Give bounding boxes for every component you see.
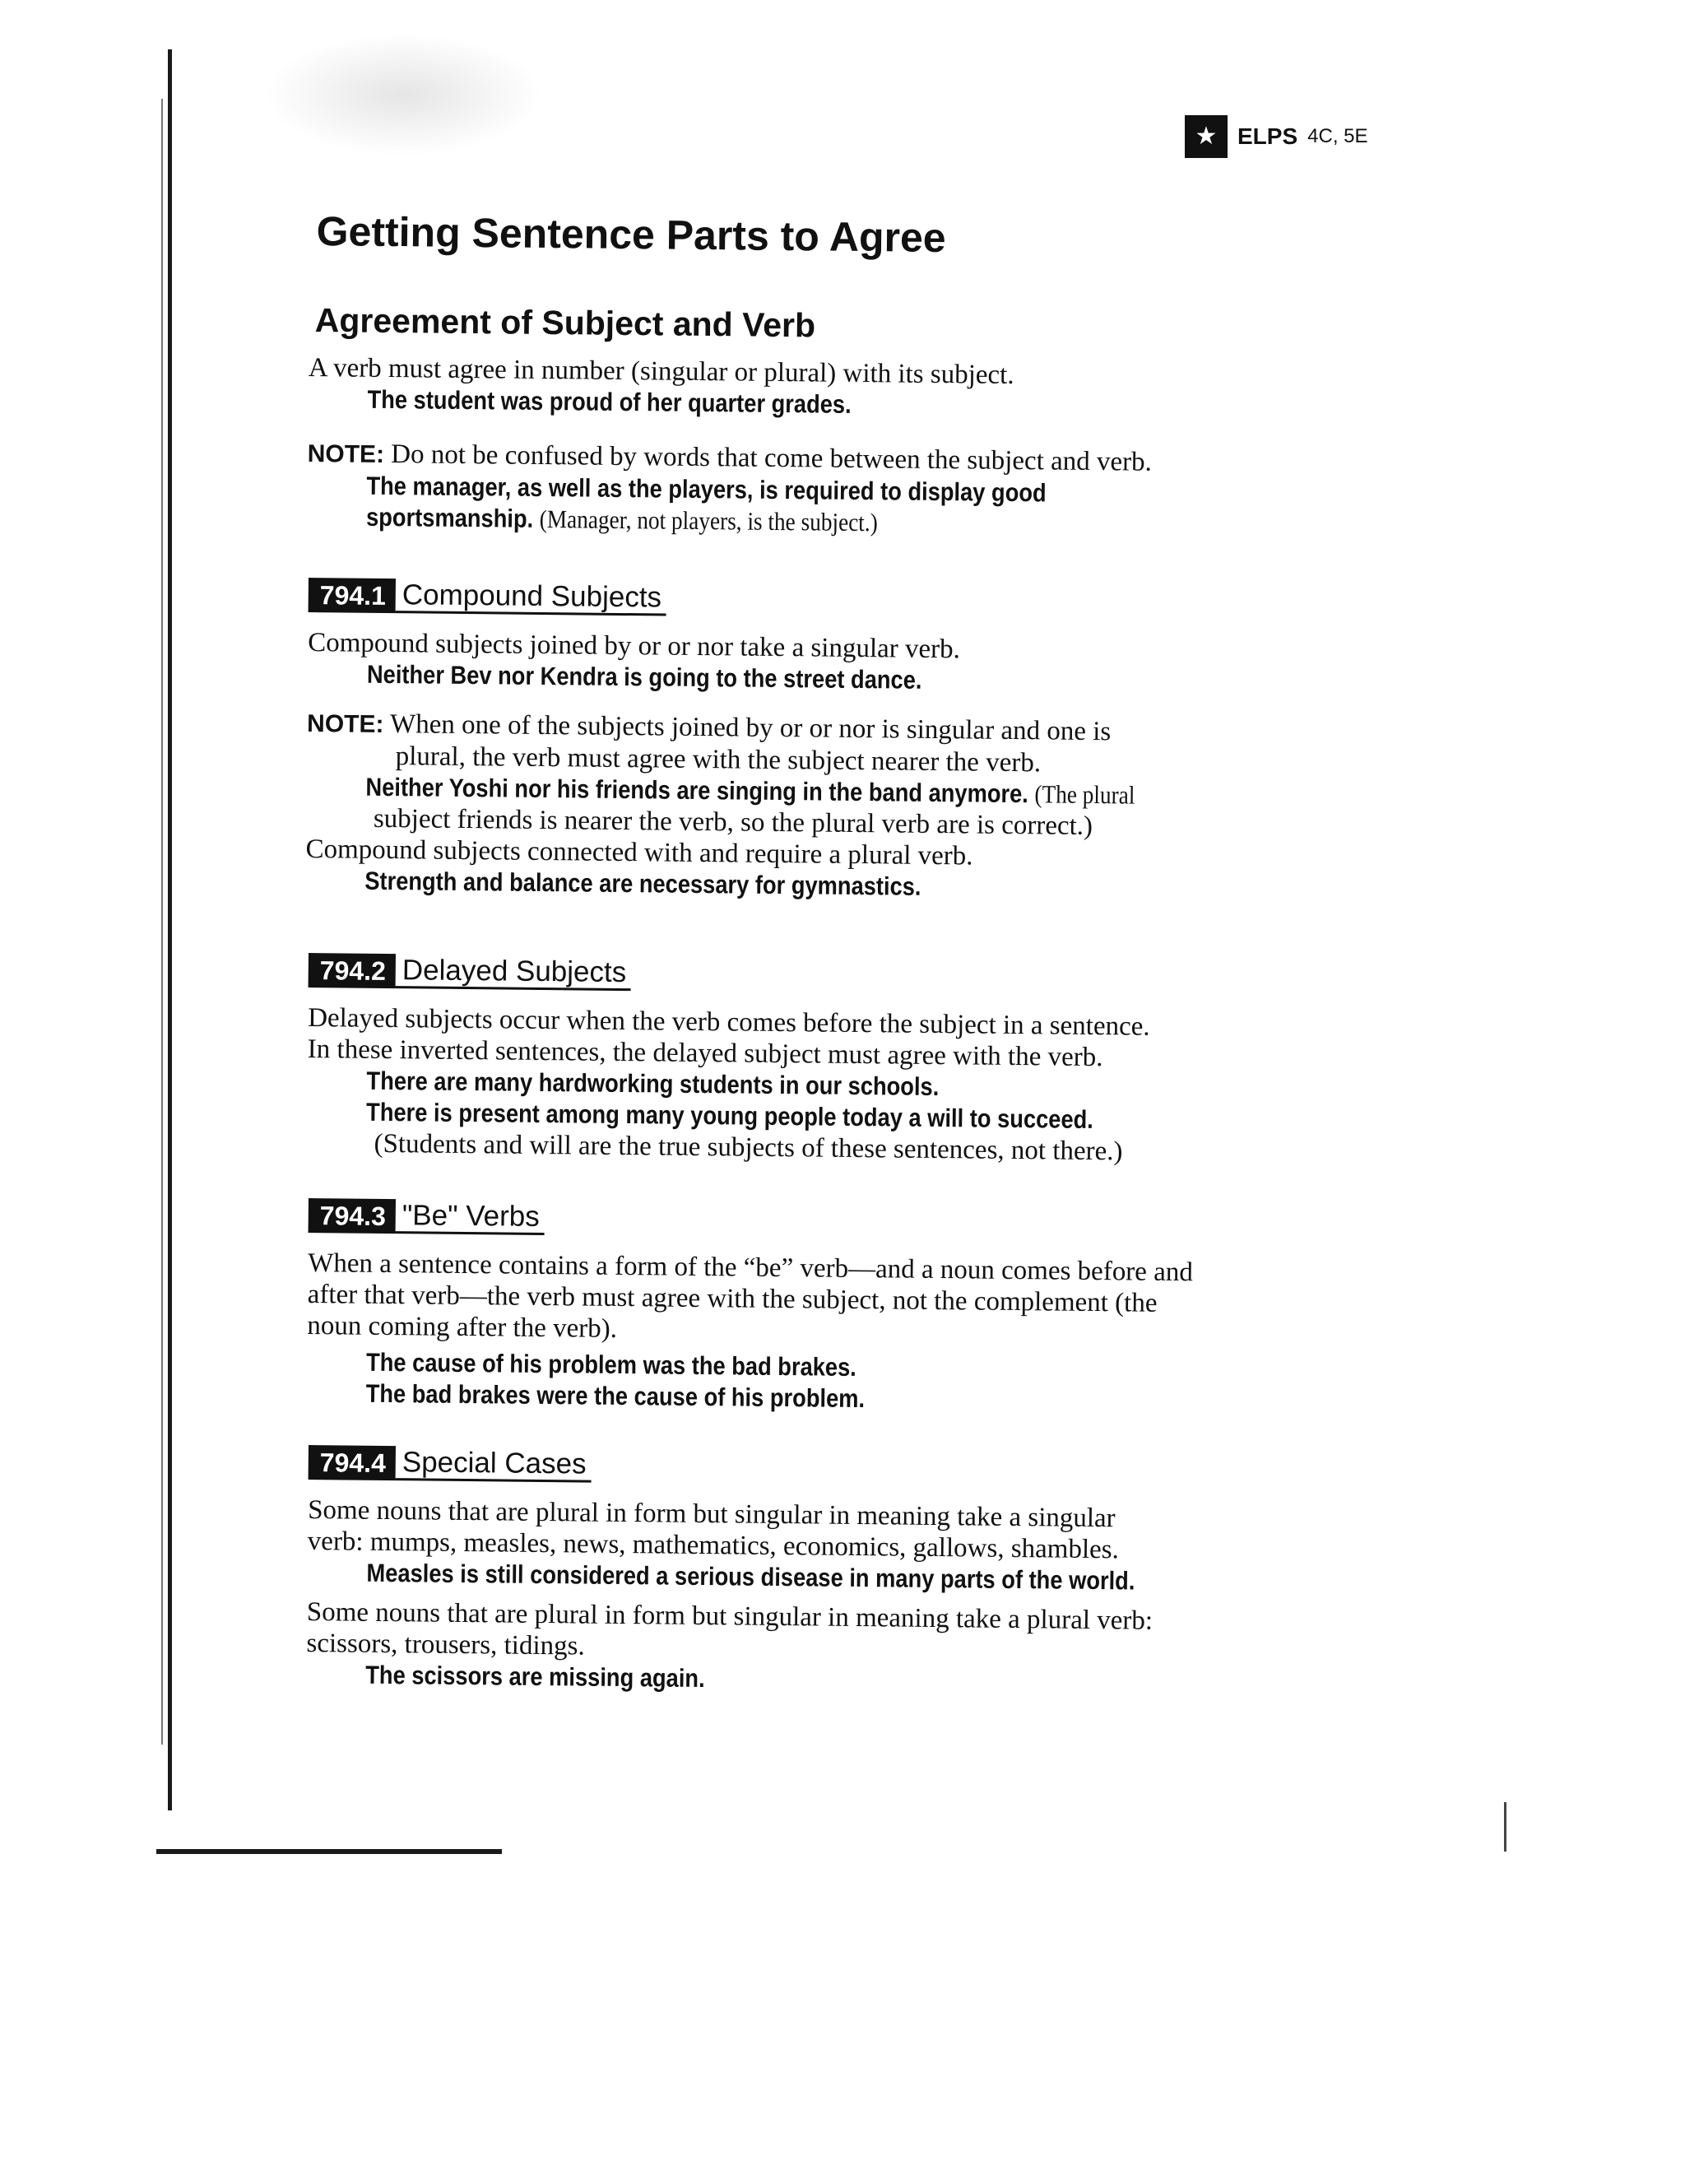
note-label: NOTE: [307, 439, 385, 468]
section-number: 794.3 [309, 1198, 397, 1234]
page-title: Getting Sentence Parts to Agree [316, 207, 946, 262]
section-example-1: Measles is still considered a serious disease in many parts of the world. [366, 1558, 1135, 1596]
note-text: Do not be confused by words that come between the subject and verb. [391, 439, 1153, 477]
note-example-line-2-tail: (Manager, not players, is the subject.) [539, 504, 878, 537]
section-example-2: There is present among many young people today a will to succeed. [365, 1097, 1094, 1134]
section-rule-2-line-1: Some nouns that are plural in form but singular in meaning take a plural verb: [306, 1596, 1154, 1636]
section-heading [309, 1445, 1378, 1491]
scan-bottom-edge [156, 1849, 502, 1854]
section-rule-line-3: noun coming after the verb). [307, 1310, 618, 1344]
section-rule-line-2: after that verb—the verb must agree with the subject, not the complement (the [307, 1279, 1158, 1318]
section-number: 794.1 [309, 578, 397, 613]
section-rule-line-1: When a sentence contains a form of the “be” verb—and a noun comes before and [307, 1248, 1194, 1288]
note-line-2: plural, the verb must agree with the subject nearer the verb. [395, 741, 1042, 778]
scan-right-mark [1504, 1802, 1506, 1852]
section-heading [309, 578, 1378, 624]
section-rule-line-2: In these inverted sentences, the delayed subject must agree with the verb. [307, 1034, 1103, 1073]
section-rule: Compound subjects joined by or or nor take a singular verb. [307, 627, 961, 665]
section-rule-2: Compound subjects connected with and require a plural verb. [305, 834, 973, 871]
section-heading [309, 953, 1378, 999]
note-example-tail: (The plural [1034, 779, 1135, 810]
section-example-2: Strength and balance are necessary for gymnastics. [364, 866, 921, 901]
section-example: Neither Bev nor Kendra is going to the street dance. [366, 659, 922, 695]
section-example-2: The scissors are missing again. [365, 1660, 705, 1694]
scan-left-edge [168, 49, 172, 1810]
section-title: Special Cases [396, 1447, 592, 1482]
intro-block [307, 352, 1378, 544]
note-line-1: When one of the subjects joined by or or nor is singular and one is [389, 709, 1112, 747]
star-icon: ★ [1185, 115, 1228, 158]
section-rule-2-line-2: scissors, trousers, tidings. [306, 1628, 585, 1661]
section-explanation: (Students and will are the true subjects of these sentences, not there.) [374, 1128, 1123, 1167]
section-number: 794.4 [309, 1445, 397, 1480]
section-title: Delayed Subjects [396, 955, 632, 991]
note-example-line-2: subject friends is nearer the verb, so the plural verb are is correct.) [373, 803, 1093, 841]
note-example-line-2-text: sportsmanship. [365, 502, 534, 533]
section-rule-1-line-2: verb: mumps, measles, news, mathematics, economics, gallows, shambles. [307, 1526, 1120, 1565]
section-rule-line-1: Delayed subjects occur when the verb comes before the subject in a sentence. [307, 1002, 1150, 1042]
page-subtitle: Agreement of Subject and Verb [314, 301, 816, 345]
section-example-2: The bad brakes were the cause of his problem. [365, 1378, 866, 1414]
note-example-text: Neither Yoshi nor his friends are singing in the band anymore. [365, 772, 1029, 809]
section-794-3 [306, 1198, 1378, 1420]
intro-rule: A verb must agree in number (singular or plural) with its subject. [308, 352, 1014, 390]
section-example-1: There are many hardworking students in our schools. [366, 1066, 940, 1102]
section-794-1 [305, 578, 1378, 908]
scan-smudge [263, 33, 543, 156]
note-example-line-1: The manager, as well as the players, is required to display good [366, 471, 1047, 508]
section-rule-1-line-1: Some nouns that are plural in form but singular in meaning take a singular [307, 1494, 1116, 1534]
note-label: NOTE: [306, 709, 384, 738]
section-number: 794.2 [309, 953, 397, 988]
scan-left-shadow [161, 99, 163, 1745]
section-794-4 [306, 1445, 1378, 1702]
section-title: Compound Subjects [396, 579, 667, 616]
intro-example: The student was proud of her quarter grades. [367, 384, 852, 419]
elps-label: ELPS [1237, 123, 1298, 149]
section-title: "Be" Verbs [396, 1200, 545, 1235]
section-example-1: The cause of his problem was the bad brakes. [365, 1347, 857, 1382]
elps-badge [1185, 115, 1368, 158]
elps-codes: 4C, 5E [1307, 125, 1368, 147]
section-heading [309, 1198, 1378, 1244]
section-794-2 [306, 953, 1378, 1170]
